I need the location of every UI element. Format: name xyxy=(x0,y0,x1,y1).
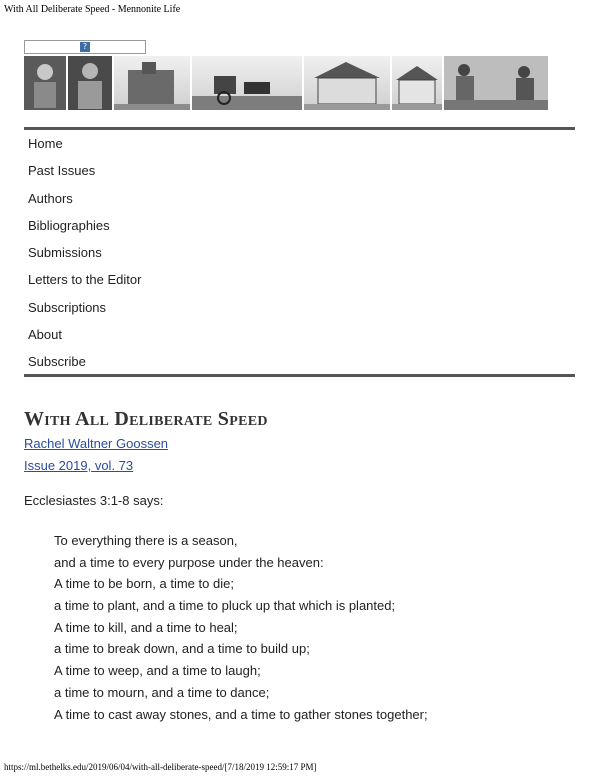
search-button[interactable]: ? xyxy=(80,42,90,52)
verse-line: A time to be born, a time to die; xyxy=(54,576,234,592)
scripture-quote xyxy=(54,530,428,725)
verse-line: A time to weep, and a time to laugh; xyxy=(54,663,261,679)
nav-item-past-issues[interactable]: Past Issues xyxy=(28,163,96,179)
nav-item-subscribe[interactable]: Subscribe xyxy=(28,354,86,370)
nav-item-subscriptions[interactable]: Subscriptions xyxy=(28,299,107,315)
article-title: With All Deliberate Speed xyxy=(24,408,268,430)
nav-item-submissions[interactable]: Submissions xyxy=(28,245,102,261)
verse-line: A time to kill, and a time to heal; xyxy=(54,619,238,635)
verse-line: and a time to every purpose under the heaven: xyxy=(54,554,324,570)
nav-item-authors[interactable]: Authors xyxy=(28,190,73,206)
main-nav xyxy=(24,130,575,376)
print-footer-url: https://ml.bethelks.edu/2019/06/04/with-all-deliberate-speed/[7/18/2019 12:59:17 PM] xyxy=(4,762,317,772)
verse-line: a time to plant, and a time to pluck up that which is planted; xyxy=(54,598,396,614)
nav-item-about[interactable]: About xyxy=(28,327,62,343)
article-intro: Ecclesiastes 3:1-8 says: xyxy=(24,493,164,508)
verse-line: To everything there is a season, xyxy=(54,533,238,548)
nav-item-letters-to-the-editor[interactable]: Letters to the Editor xyxy=(28,272,142,288)
nav-item-bibliographies[interactable]: Bibliographies xyxy=(28,217,110,233)
verse-line: a time to mourn, and a time to dance; xyxy=(54,684,270,700)
verse-line: a time to break down, and a time to build up; xyxy=(54,641,310,657)
issue-link[interactable]: Issue 2019, vol. 73 xyxy=(24,458,134,473)
author-link[interactable]: Rachel Waltner Goossen xyxy=(24,436,169,451)
search-input[interactable] xyxy=(24,40,146,54)
nav-bottom-rule xyxy=(24,374,575,377)
verse-line: A time to cast away stones, and a time to gather stones together; xyxy=(54,706,428,722)
header-banner-image xyxy=(24,56,548,110)
print-header-title: With All Deliberate Speed - Mennonite Life xyxy=(4,4,181,15)
nav-item-home[interactable]: Home xyxy=(28,136,63,151)
